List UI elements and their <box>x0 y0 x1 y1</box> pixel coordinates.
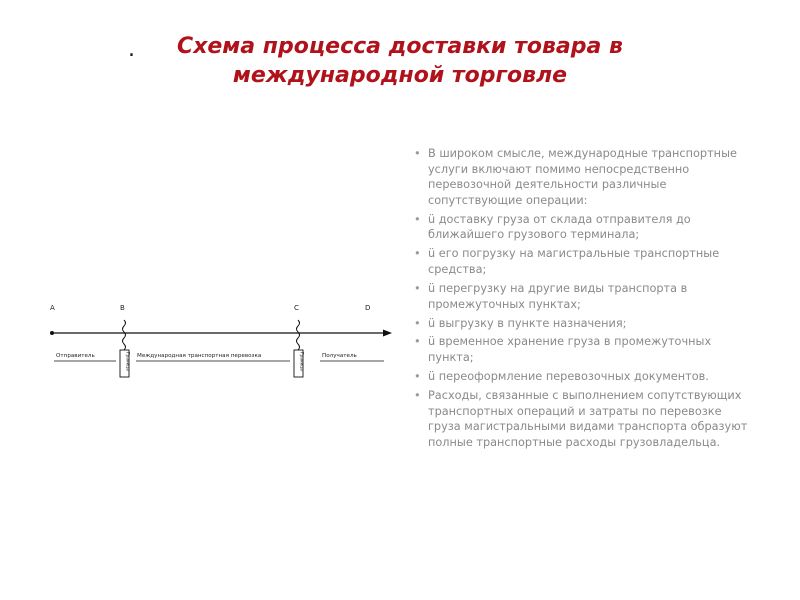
segment-transport-label: Международная транспортная перевозка <box>137 353 262 359</box>
point-label-b: B <box>120 304 125 312</box>
border-box-b-label: Граница <box>125 352 131 371</box>
slide-title <box>130 32 670 90</box>
slide-title-line-1: Схема процесса доставки товара в <box>177 34 623 59</box>
point-label-a: A <box>50 304 55 312</box>
bullet-list <box>414 146 754 454</box>
bullet-item: • Расходы, связанные с выполнением сопутствующих транспортных операций и затраты по перевозке груза магистральными видами транспорта образуют полные транспортные расходы грузовладельца. <box>414 388 754 450</box>
bullet-item: • ü выгрузку в пункте назначения; <box>414 316 754 332</box>
segment-receiver-label: Получатель <box>322 353 357 359</box>
point-label-c: C <box>294 304 299 312</box>
bullet-item: • ü временное хранение груза в промежуточных пункта; <box>414 334 754 365</box>
route-start-dot <box>50 331 54 335</box>
segment-sender-label: Отправитель <box>56 353 95 359</box>
delivery-process-diagram <box>40 296 400 386</box>
bullet-item: • ü переоформление перевозочных документов. <box>414 369 754 385</box>
bullet-item: • В широком смысле, международные транспортные услуги включают помимо непосредственно перевозочной деятельности различные сопутствующие операции: <box>414 146 754 208</box>
title-prefix: . <box>128 37 135 62</box>
border-box-c-label: Граница <box>299 352 305 371</box>
bullet-item: • ü доставку груза от склада отправителя до ближайшего грузового терминала; <box>414 212 754 243</box>
bullet-item: • ü его погрузку на магистральные транспортные средства; <box>414 246 754 277</box>
border-mark-c <box>297 320 300 350</box>
route-arrowhead <box>383 330 392 337</box>
bullet-item: • ü перегрузку на другие виды транспорта в промежуточных пунктах; <box>414 281 754 312</box>
border-mark-b <box>123 320 126 350</box>
point-label-d: D <box>365 304 371 312</box>
slide-title-line-2: международной торговле <box>232 63 568 88</box>
